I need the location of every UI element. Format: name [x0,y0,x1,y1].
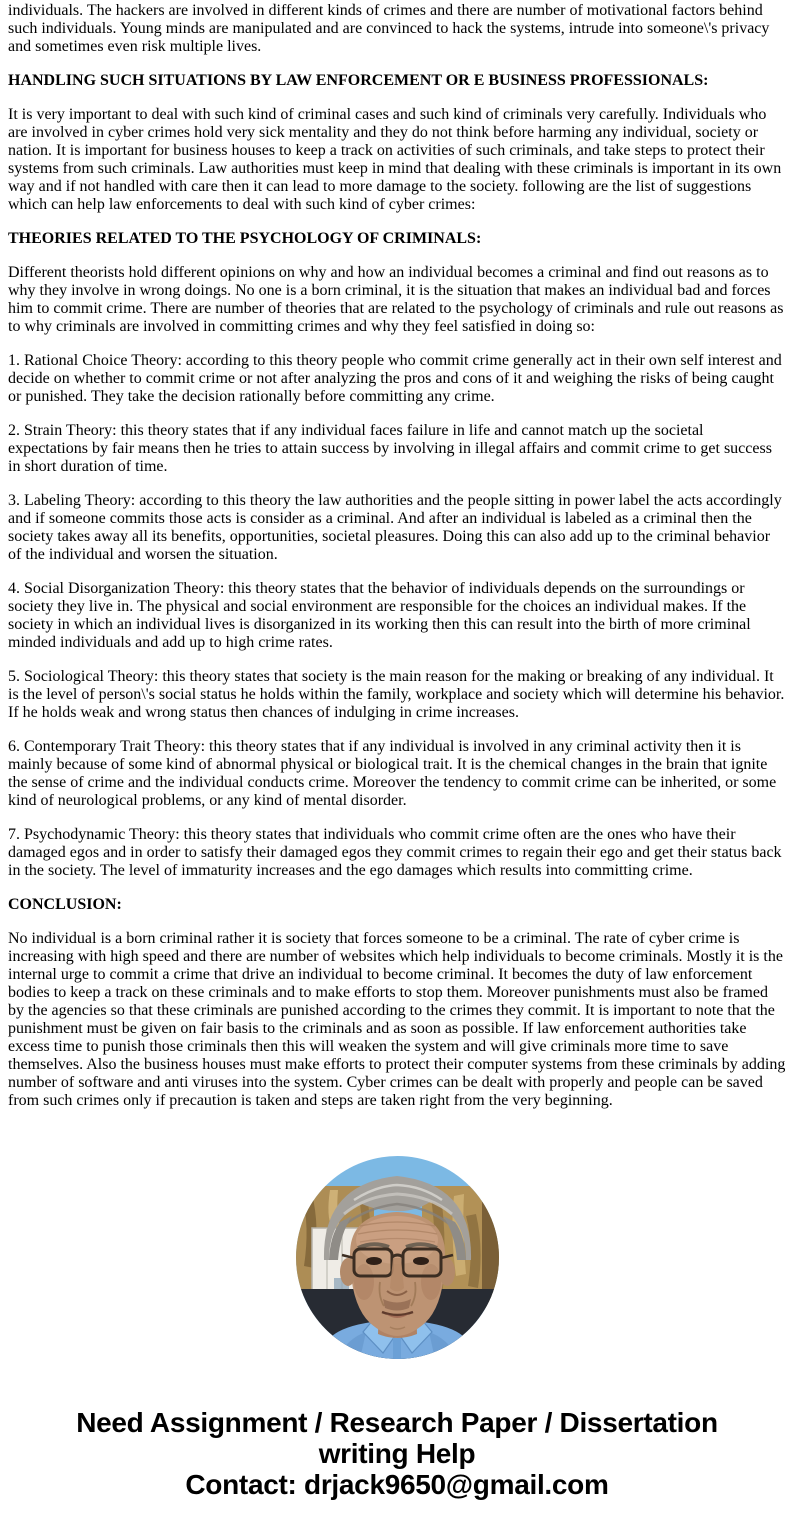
paragraph-handling-body: It is very important to deal with such kind of criminal cases and such kind of criminals very carefully. Individuals who are involved in cyber crimes hold very sick mentality and they do not think before harming any individual, society or nation. It is important for business houses to keep a track on activities of such criminals, and take steps to protect their systems from such criminals. Law authorities must keep in mind that dealing with these criminals is important in its own way and if not handled with care then it can lead to more damage to the society. following are the list of suggestions which can help law enforcements to deal with such kind of cyber crimes: [8,106,782,213]
theory-item-2-strain: 2. Strain Theory: this theory states that if any individual faces failure in life and cannot match up the societal expectations by fair means then he tries to attain success by involving in illegal affairs and commit crime to get success in short duration of time. [8,422,772,475]
paragraph-hackers-intro: individuals. The hackers are involved in different kinds of crimes and there are number of motivational factors behind such individuals. Young minds are manipulated and are convinced to hack the systems, intrude into someone\'s privacy and sometimes even risk multiple lives. [8,2,770,55]
theory-item-1-rational-choice: 1. Rational Choice Theory: according to this theory people who commit crime generally act in their own self interest and decide on whether to commit crime or not after analyzing the pros and cons of it and weighing the risks of being caught or punished. They take the decision rationally before committing any crime. [8,352,782,405]
theory-item-6-contemporary-trait: 6. Contemporary Trait Theory: this theory states that if any individual is involved in any criminal activity then it is mainly because of some kind of abnormal physical or biological trait. It is the chemical changes in the brain that ignite the sense of crime and the individual conducts crime. Moreover the tendency to commit crime can be inherited, or some kind of neurological problems, or any kind of mental disorder. [8,738,777,809]
help-banner [8,1407,786,1500]
help-banner-contact-email: Contact: drjack9650@gmail.com [185,1469,609,1500]
theory-item-7-psychodynamic: 7. Psychodynamic Theory: this theory states that individuals who commit crime often are the ones who have their damaged egos and in order to satisfy their damaged egos they commit crimes to regain their ego and get their status back in the society. The level of immaturity increases and the ego damages which results into committing crime. [8,826,782,879]
author-photo-container [8,1156,786,1359]
help-banner-line-2: writing Help [318,1438,476,1469]
theory-item-4-social-disorganization: 4. Social Disorganization Theory: this theory states that the behavior of individuals depends on the surroundings or society they live in. The physical and social environment are responsible for the choices an individual makes. If the society in which an individual lives is disorganized in its working then this can result into the birth of more criminal minded individuals and add up to high crime rates. [8,580,751,651]
theory-item-5-sociological: 5. Sociological Theory: this theory states that society is the main reason for the making or breaking of any individual. It is the level of person\'s social status he holds within the family, workplace and society which will determine his behavior. If he holds weak and wrong status then chances of indulging in crime increases. [8,668,785,721]
heading-conclusion: CONCLUSION: [8,896,122,913]
help-banner-line-1: Need Assignment / Research Paper / Dissertation [76,1407,718,1438]
heading-handling-situations: HANDLING SUCH SITUATIONS BY LAW ENFORCEMENT OR E BUSINESS PROFESSIONALS: [8,72,709,89]
heading-theories: THEORIES RELATED TO THE PSYCHOLOGY OF CRIMINALS: [8,230,482,247]
author-portrait-photo [296,1156,499,1359]
theory-item-3-labeling: 3. Labeling Theory: according to this theory the law authorities and the people sitting in power label the acts accordingly and if someone commits those acts is consider as a criminal. And after an individual is labeled as a criminal then the society takes away all its benefits, opportunities, societal pleasures. Doing this can also add up to the criminal behavior of the individual and worsen the situation. [8,492,782,563]
article [8,2,786,1500]
paragraph-conclusion-body: No individual is a born criminal rather it is society that forces someone to be a criminal. The rate of cyber crime is increasing with high speed and there are number of websites which help individuals to become criminals. Mostly it is the internal urge to commit a crime that drive an individual to become criminal. It becomes the duty of law enforcement bodies to keep a track on these criminals and to make efforts to stop them. Moreover punishments must also be framed by the agencies so that these criminals are punished according to the crimes they commit. It is important to note that the punishment must be given on fair basis to the criminals and as soon as possible. If law enforcement authorities take excess time to punish those criminals then this will weaken the system and will give criminals more time to save themselves. Also the business houses must make efforts to protect their computer systems from these criminals by adding number of software and anti viruses into the system. Cyber crimes can be dealt with properly and people can be saved from such crimes only if precaution is taken and steps are taken right from the very beginning. [8,930,786,1109]
paragraph-theories-intro: Different theorists hold different opinions on why and how an individual becomes a criminal and find out reasons as to why they involve in wrong doings. No one is a born criminal, it is the situation that makes an individual bad and forces him to commit crime. There are number of theories that are related to the psychology of criminals and rule out reasons as to why criminals are involved in committing crimes and why they feel satisfied in doing so: [8,264,784,335]
